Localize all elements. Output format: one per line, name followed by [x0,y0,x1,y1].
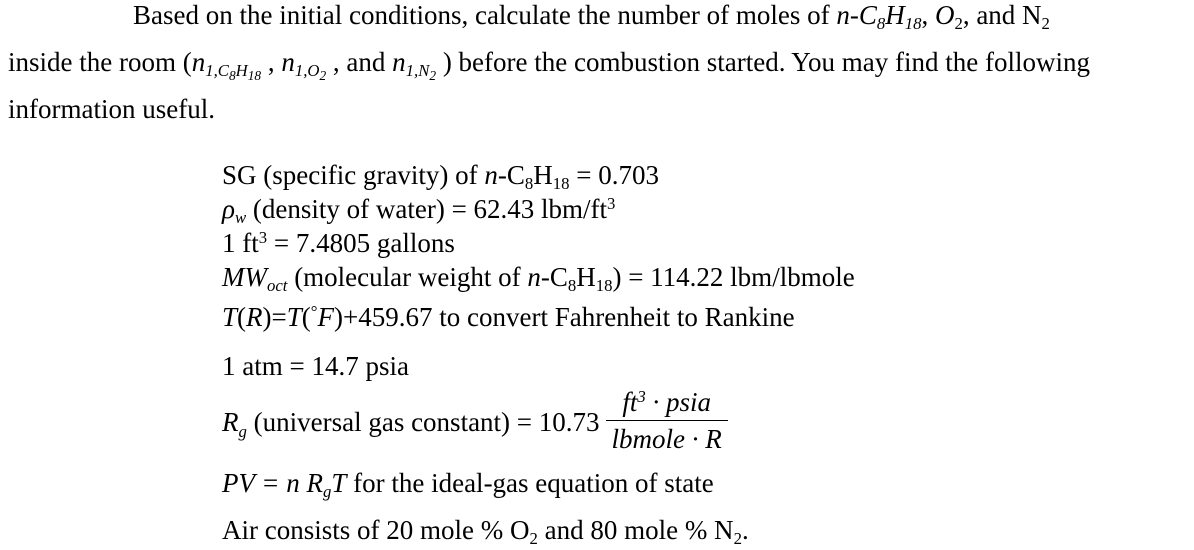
question-line-1: Based on the initial conditions, calculate the number of moles of $n-C_8H_{18}$, $O_2$, and $N_2$ [133,0,1050,34]
info-gas-constant: $R_g$ (universal gas constant) = 10.73 $\frac{ft^3 \cdot psia}{\text{lbmole · R}}$ [222,393,728,457]
question-line-3: information useful. [8,94,215,124]
info-molecular-weight: $MW_{oct}$ (molecular weight of $n-C_8H_{18}) = 114.22$ lbm/lbmole [222,262,855,296]
info-atm-conversion: 1 atm = 14.7 psia [222,351,409,381]
info-water-density: $\rho_w$ (density of water) = 62.43 lbm/$ft^3$ [222,194,616,228]
info-volume-conversion: 1 $ft^3 = 7.4805$ gallons [222,228,455,258]
gas-constant-units-fraction: $\frac{ft^3 \cdot psia}{\text{lbmole · R}}$ [606,389,728,453]
info-ideal-gas-law: PV = n $R_gT$ for the ideal-gas equation of state [222,468,714,502]
info-specific-gravity: SG (specific gravity) of $n-C_8H_{18} = 0.703$ [222,160,660,194]
info-temperature-conversion: T(R)=T(°F)+459.67 to convert Fahrenheit to Rankine [222,302,795,332]
question-line-2: inside the room ($n_{1,C_8H_{18}}$ , $n_{1,O_2}$ , and $n_{1,N_2}$ ) before the combustion started. You may find the following [8,47,1090,83]
info-air-composition: Air consists of 20 mole % $O_2$ and 80 mole % $N_2$. [222,515,749,549]
